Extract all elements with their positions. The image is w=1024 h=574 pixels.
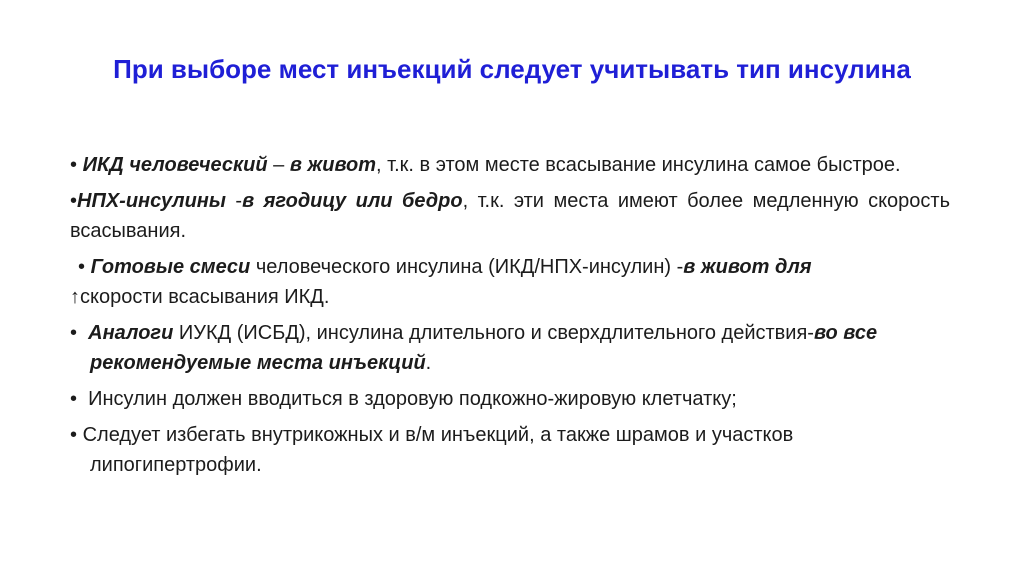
list-item bbox=[70, 318, 950, 378]
item-text: Следует избегать внутрикожных и в/м инъекций, а также шрамов и участков липогипертрофии. bbox=[82, 424, 794, 476]
item-text: ↑скорости всасывания ИКД. bbox=[70, 286, 330, 308]
item-text: , т.к. эти места имеют более медленную скорость всасывания. bbox=[70, 190, 951, 242]
item-emphasis: во все рекомендуемые места инъекций bbox=[90, 322, 878, 374]
item-term: НПХ-инсулины bbox=[77, 190, 226, 212]
bullet: • bbox=[70, 322, 78, 344]
item-sep: - bbox=[225, 190, 243, 212]
bullet: • bbox=[70, 190, 78, 212]
item-text: . bbox=[425, 352, 432, 374]
list-item bbox=[70, 150, 950, 180]
item-emphasis: в живот bbox=[289, 154, 377, 176]
slide-title: При выборе мест инъекций следует учитывать тип инсулина bbox=[113, 54, 911, 84]
list-item bbox=[70, 252, 950, 312]
slide-body bbox=[70, 150, 950, 486]
item-text: Инсулин должен вводиться в здоровую подкожно-жировую клетчатку; bbox=[88, 388, 737, 410]
item-text: , т.к. в этом месте всасывание инсулина самое быстрое. bbox=[376, 154, 901, 176]
bullet: • bbox=[78, 256, 86, 278]
item-emphasis: в живот для bbox=[683, 256, 812, 278]
item-sep: человеческого инсулина (ИКД/НПХ-инсулин) - bbox=[250, 256, 684, 278]
list-item bbox=[70, 186, 950, 246]
item-emphasis: в ягодицу или бедро bbox=[242, 190, 463, 212]
item-term: ИКД человеческий bbox=[82, 154, 268, 176]
item-term: Аналоги bbox=[88, 322, 174, 344]
bullet: • bbox=[70, 424, 78, 446]
item-term: Готовые смеси bbox=[90, 256, 251, 278]
list-item bbox=[70, 384, 950, 414]
item-sep: ИУКД (ИСБД), инсулина длительного и сверхдлительного действия- bbox=[173, 322, 814, 344]
list-item bbox=[70, 420, 950, 480]
bullet: • bbox=[70, 154, 78, 176]
bullet: • bbox=[70, 388, 78, 410]
item-sep: – bbox=[267, 154, 290, 176]
